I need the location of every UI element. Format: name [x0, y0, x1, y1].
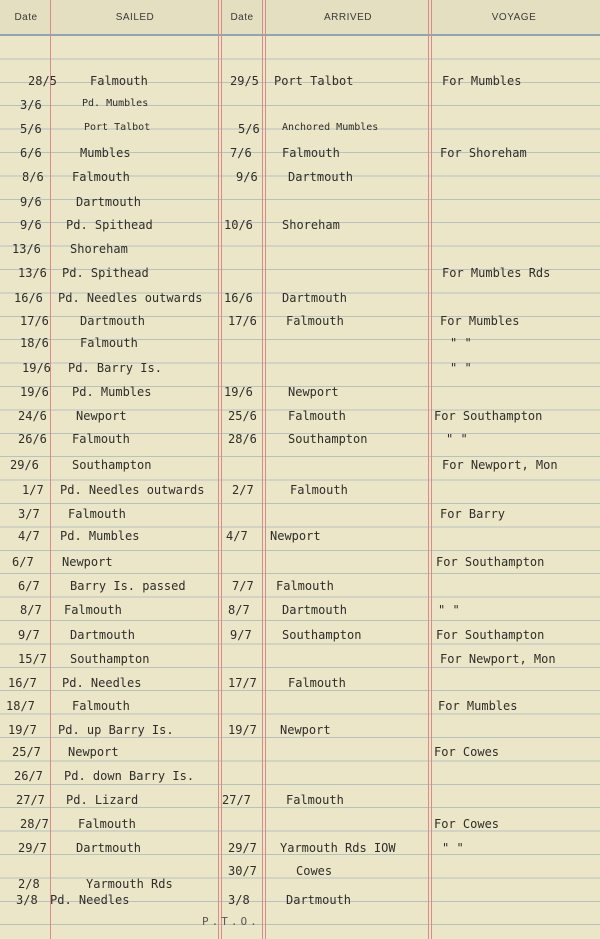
- arrived-place: Falmouth: [286, 793, 344, 807]
- sailed-place: Falmouth: [78, 817, 136, 831]
- sailed-place: Pd. Needles: [50, 893, 130, 907]
- sailed-place: Dartmouth: [76, 195, 142, 209]
- voyage-destination: For Barry: [440, 507, 506, 521]
- sailed-place: Port Talbot: [84, 122, 151, 133]
- header-sailed: SAILED: [115, 12, 155, 23]
- column-rule: [262, 0, 263, 939]
- sailed-date: 26/7: [14, 769, 43, 783]
- sailed-place: Yarmouth Rds: [86, 877, 173, 891]
- arrived-date: 3/8: [228, 893, 250, 907]
- arrived-place: Southampton: [288, 432, 368, 446]
- voyage-destination: For Newport, Mon: [442, 458, 558, 472]
- sailed-date: 9/6: [20, 218, 42, 232]
- sailed-place: Newport: [76, 409, 127, 423]
- sailed-date: 16/7: [8, 676, 37, 690]
- arrived-place: Dartmouth: [286, 893, 352, 907]
- voyage-destination: " ": [450, 361, 472, 375]
- sailed-date: 28/5: [28, 74, 57, 88]
- arrived-place: Dartmouth: [288, 170, 354, 184]
- arrived-date: 5/6: [238, 122, 260, 136]
- sailed-place: Pd. Mumbles: [72, 385, 152, 399]
- arrived-date: 28/6: [228, 432, 257, 446]
- sailed-place: Falmouth: [90, 74, 148, 88]
- arrived-date: 2/7: [232, 483, 254, 497]
- arrived-date: 17/6: [228, 314, 257, 328]
- column-rule: [428, 0, 429, 939]
- sailed-date: 18/7: [6, 699, 35, 713]
- voyage-destination: For Cowes: [434, 745, 500, 759]
- arrived-date: 27/7: [222, 793, 251, 807]
- sailed-date: 1/7: [22, 483, 44, 497]
- sailed-place: Dartmouth: [70, 628, 136, 642]
- arrived-place: Port Talbot: [274, 74, 354, 88]
- sailed-date: 6/6: [20, 146, 42, 160]
- sailed-date: 19/6: [20, 385, 49, 399]
- sailed-place: Pd. down Barry Is.: [64, 769, 195, 783]
- sailed-place: Pd. Mumbles: [60, 529, 140, 543]
- sailed-place: Southampton: [72, 458, 152, 472]
- arrived-place: Newport: [270, 529, 321, 543]
- arrived-date: 4/7: [226, 529, 248, 543]
- sailed-place: Falmouth: [72, 170, 130, 184]
- sailed-place: Pd. Needles outwards: [58, 291, 203, 305]
- column-rule: [50, 0, 51, 939]
- sailed-date: 18/6: [20, 336, 49, 350]
- sailed-place: Pd. Needles: [62, 676, 142, 690]
- sailed-date: 3/8: [16, 893, 38, 907]
- voyage-destination: For Mumbles: [442, 74, 522, 88]
- arrived-place: Falmouth: [288, 676, 346, 690]
- sailed-place: Newport: [62, 555, 113, 569]
- arrived-place: Cowes: [296, 864, 333, 878]
- arrived-place: Dartmouth: [282, 603, 348, 617]
- header-voyage: VOYAGE: [491, 12, 537, 23]
- arrived-date: 29/7: [228, 841, 257, 855]
- sailed-date: 15/7: [18, 652, 47, 666]
- arrived-place: Falmouth: [288, 409, 346, 423]
- voyage-destination: " ": [442, 841, 464, 855]
- header-arrived-date: Date: [230, 12, 254, 23]
- sailed-place: Pd. Needles outwards: [60, 483, 205, 497]
- sailed-place: Falmouth: [80, 336, 138, 350]
- voyage-destination: For Southampton: [436, 555, 545, 569]
- sailed-date: 16/6: [14, 291, 43, 305]
- sailed-date: 5/6: [20, 122, 42, 136]
- arrived-date: 8/7: [228, 603, 250, 617]
- voyage-destination: For Mumbles: [438, 699, 518, 713]
- sailed-place: Pd. Mumbles: [82, 98, 149, 109]
- sailed-date: 17/6: [20, 314, 49, 328]
- voyage-destination: For Southampton: [436, 628, 545, 642]
- voyage-destination: For Mumbles Rds: [442, 266, 551, 280]
- arrived-place: Yarmouth Rds IOW: [280, 841, 396, 855]
- arrived-place: Newport: [288, 385, 339, 399]
- voyage-destination: For Cowes: [434, 817, 500, 831]
- sailed-date: 9/6: [20, 195, 42, 209]
- arrived-date: 19/7: [228, 723, 257, 737]
- arrived-place: Falmouth: [282, 146, 340, 160]
- sailed-date: 13/6: [18, 266, 47, 280]
- sailed-date: 8/7: [20, 603, 42, 617]
- sailed-place: Dartmouth: [80, 314, 146, 328]
- sailed-date: 26/6: [18, 432, 47, 446]
- sailed-place: Pd. Spithead: [66, 218, 153, 232]
- sailed-place: Falmouth: [64, 603, 122, 617]
- sailed-date: 4/7: [18, 529, 40, 543]
- sailed-date: 13/6: [12, 242, 41, 256]
- arrived-date: 16/6: [224, 291, 253, 305]
- sailed-place: Pd. Barry Is.: [68, 361, 162, 375]
- arrived-date: 7/7: [232, 579, 254, 593]
- arrived-place: Falmouth: [286, 314, 344, 328]
- arrived-place: Dartmouth: [282, 291, 348, 305]
- sailed-date: 24/6: [18, 409, 47, 423]
- sailed-date: 6/7: [18, 579, 40, 593]
- sailed-date: 3/7: [18, 507, 40, 521]
- arrived-date: 10/6: [224, 218, 253, 232]
- sailed-place: Pd. Spithead: [62, 266, 149, 280]
- sailed-place: Barry Is. passed: [70, 579, 186, 593]
- sailed-place: Southampton: [70, 652, 150, 666]
- sailed-date: 29/7: [18, 841, 47, 855]
- sailed-place: Shoreham: [70, 242, 128, 256]
- sailed-place: Pd. up Barry Is.: [58, 723, 174, 737]
- voyage-destination: " ": [446, 432, 468, 446]
- arrived-date: 7/6: [230, 146, 252, 160]
- sailed-date: 19/6: [22, 361, 51, 375]
- voyage-destination: For Southampton: [434, 409, 543, 423]
- sailed-date: 29/6: [10, 458, 39, 472]
- page-turn-note: P.T.O.: [202, 915, 260, 928]
- sailed-date: 8/6: [22, 170, 44, 184]
- sailed-place: Mumbles: [80, 146, 131, 160]
- arrived-date: 30/7: [228, 864, 257, 878]
- arrived-date: 19/6: [224, 385, 253, 399]
- arrived-date: 25/6: [228, 409, 257, 423]
- sailed-place: Falmouth: [68, 507, 126, 521]
- arrived-place: Newport: [280, 723, 331, 737]
- sailed-date: 2/8: [18, 877, 40, 891]
- arrived-date: 9/6: [236, 170, 258, 184]
- arrived-place: Southampton: [282, 628, 362, 642]
- column-rule: [218, 0, 219, 939]
- arrived-place: Shoreham: [282, 218, 340, 232]
- voyage-destination: For Newport, Mon: [440, 652, 556, 666]
- header-sailed-date: Date: [14, 12, 38, 23]
- sailed-place: Falmouth: [72, 432, 130, 446]
- arrived-date: 17/7: [228, 676, 257, 690]
- voyage-destination: For Mumbles: [440, 314, 520, 328]
- sailed-date: 9/7: [18, 628, 40, 642]
- sailed-place: Newport: [68, 745, 119, 759]
- sailed-place: Falmouth: [72, 699, 130, 713]
- sailed-date: 19/7: [8, 723, 37, 737]
- column-header-bar: [0, 0, 600, 36]
- sailed-place: Pd. Lizard: [66, 793, 139, 807]
- voyage-destination: " ": [438, 603, 460, 617]
- sailed-date: 25/7: [12, 745, 41, 759]
- header-arrived: ARRIVED: [324, 12, 372, 23]
- sailed-date: 28/7: [20, 817, 49, 831]
- arrived-place: Anchored Mumbles: [282, 122, 379, 133]
- voyage-destination: " ": [450, 336, 472, 350]
- voyage-destination: For Shoreham: [440, 146, 527, 160]
- sailed-date: 6/7: [12, 555, 34, 569]
- arrived-place: Falmouth: [290, 483, 348, 497]
- arrived-place: Falmouth: [276, 579, 334, 593]
- sailed-place: Dartmouth: [76, 841, 142, 855]
- arrived-date: 29/5: [230, 74, 259, 88]
- sailed-date: 3/6: [20, 98, 42, 112]
- sailed-date: 27/7: [16, 793, 45, 807]
- arrived-date: 9/7: [230, 628, 252, 642]
